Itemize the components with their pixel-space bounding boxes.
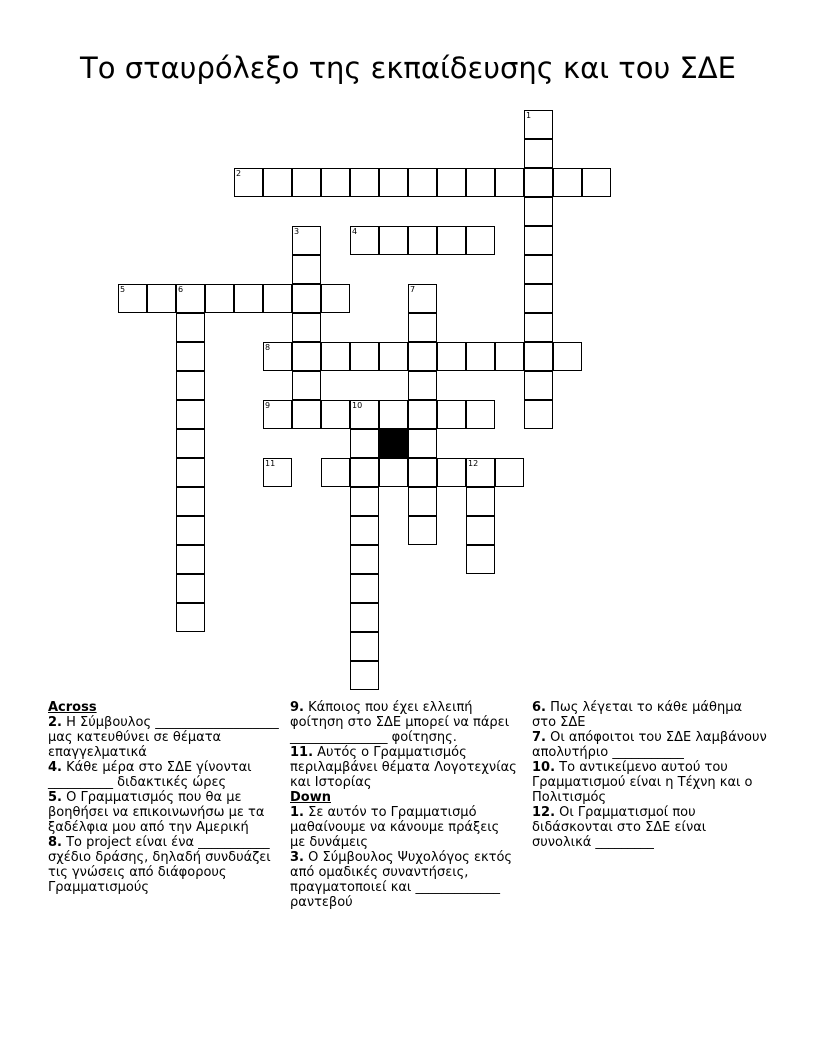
crossword-cell[interactable] — [176, 342, 205, 371]
crossword-cell[interactable] — [263, 168, 292, 197]
crossword-cell[interactable] — [408, 371, 437, 400]
crossword-cell[interactable] — [205, 284, 234, 313]
crossword-cell[interactable] — [147, 284, 176, 313]
clue-text: Το project είναι ένα ___________ σχέδιο δράσης, δηλαδή συνδυάζει τις γνώσεις από διάφορους Γραμματισμούς — [48, 835, 271, 895]
crossword-cell[interactable] — [350, 632, 379, 661]
crossword-cell[interactable] — [437, 342, 466, 371]
clue-across-11 — [290, 745, 518, 790]
crossword-cell[interactable] — [466, 226, 495, 255]
crossword-cell[interactable] — [524, 168, 553, 197]
cell-number: 10 — [352, 401, 363, 410]
crossword-cell[interactable] — [350, 603, 379, 632]
crossword-cell[interactable] — [408, 168, 437, 197]
crossword-cell[interactable] — [379, 226, 408, 255]
crossword-cell[interactable] — [524, 226, 553, 255]
crossword-cell[interactable] — [350, 429, 379, 458]
clue-text: Ο Σύμβουλος Ψυχολόγος εκτός από ομαδικές συναντήσεις, πραγματοποιεί και _____________ ραντεβού — [290, 850, 513, 910]
clues-column-2 — [290, 700, 518, 910]
cell-number: 12 — [468, 459, 479, 468]
crossword-cell[interactable] — [176, 516, 205, 545]
crossword-cell[interactable] — [176, 371, 205, 400]
crossword-cell[interactable] — [408, 516, 437, 545]
cell-number: 4 — [352, 227, 358, 236]
crossword-cell[interactable] — [408, 342, 437, 371]
crossword-cell[interactable] — [524, 400, 553, 429]
crossword-cell[interactable] — [176, 429, 205, 458]
crossword-cell[interactable] — [350, 400, 379, 429]
crossword-cell[interactable] — [350, 226, 379, 255]
crossword-cell[interactable] — [176, 545, 205, 574]
clue-text: Αυτός ο Γραμματισμός περιλαμβάνει θέματα Λογοτεχνίας και Ιστορίας — [290, 745, 517, 790]
clue-down-6 — [532, 700, 768, 730]
crossword-cell[interactable] — [437, 168, 466, 197]
crossword-cell[interactable] — [350, 487, 379, 516]
crossword-cell[interactable] — [437, 226, 466, 255]
clues-column-3 — [532, 700, 768, 850]
crossword-cell[interactable] — [176, 487, 205, 516]
crossword-cell[interactable] — [292, 255, 321, 284]
crossword-cell[interactable] — [176, 458, 205, 487]
crossword-cell[interactable] — [292, 400, 321, 429]
clue-text: Κάποιος που έχει ελλειπή φοίτηση στο ΣΔΕ μπορεί να πάρει _______________ φοίτησης. — [290, 700, 510, 745]
clue-number: 1. — [290, 805, 304, 820]
crossword-cell[interactable] — [524, 139, 553, 168]
cell-number: 9 — [265, 401, 271, 410]
clue-across-5 — [48, 790, 283, 835]
cell-number: 5 — [120, 285, 126, 294]
crossword-cell[interactable] — [263, 458, 292, 487]
cell-number: 1 — [526, 111, 532, 120]
crossword-cell[interactable] — [466, 545, 495, 574]
clue-number: 4. — [48, 760, 62, 775]
crossword-cell[interactable] — [524, 110, 553, 139]
crossword-cell[interactable] — [466, 487, 495, 516]
crossword-cell[interactable] — [176, 603, 205, 632]
crossword-cell[interactable] — [553, 168, 582, 197]
crossword-cell[interactable] — [263, 342, 292, 371]
clue-down-3 — [290, 850, 518, 910]
clue-text: Κάθε μέρα στο ΣΔΕ γίνονται __________ διδακτικές ώρες — [48, 760, 252, 790]
crossword-cell[interactable] — [408, 226, 437, 255]
clue-number: 9. — [290, 700, 304, 715]
crossword-cell[interactable] — [350, 574, 379, 603]
crossword-cell[interactable] — [321, 284, 350, 313]
cell-number: 7 — [410, 285, 416, 294]
clue-number: 5. — [48, 790, 62, 805]
crossword-cell[interactable] — [263, 400, 292, 429]
crossword-cell[interactable] — [466, 168, 495, 197]
crossword-cell[interactable] — [495, 342, 524, 371]
crossword-block — [379, 429, 408, 458]
crossword-cell[interactable] — [118, 284, 147, 313]
clue-down-12 — [532, 805, 768, 850]
down-heading: Down — [290, 790, 331, 805]
clue-number: 7. — [532, 730, 546, 745]
crossword-cell[interactable] — [408, 458, 437, 487]
clues-column-1 — [48, 700, 283, 895]
crossword-cell[interactable] — [408, 487, 437, 516]
crossword-cell[interactable] — [408, 400, 437, 429]
clue-number: 11. — [290, 745, 314, 760]
clue-down-7 — [532, 730, 768, 760]
crossword-cell[interactable] — [176, 400, 205, 429]
cell-number: 3 — [294, 227, 300, 236]
crossword-cell[interactable] — [234, 168, 263, 197]
crossword-cell[interactable] — [437, 458, 466, 487]
crossword-cell[interactable] — [321, 458, 350, 487]
clue-across-4 — [48, 760, 283, 790]
crossword-cell[interactable] — [379, 400, 408, 429]
crossword-cell[interactable] — [350, 516, 379, 545]
cell-number: 8 — [265, 343, 271, 352]
clue-number: 12. — [532, 805, 556, 820]
crossword-cell[interactable] — [292, 168, 321, 197]
crossword-cell[interactable] — [176, 313, 205, 342]
crossword-cell[interactable] — [524, 371, 553, 400]
across-heading: Across — [48, 700, 97, 715]
clue-text: Σε αυτόν το Γραμματισμό μαθαίνουμε να κάνουμε πράξεις με δυνάμεις — [290, 805, 500, 850]
crossword-cell[interactable] — [292, 313, 321, 342]
crossword-cell[interactable] — [350, 168, 379, 197]
crossword-cell[interactable] — [379, 458, 408, 487]
crossword-cell[interactable] — [466, 458, 495, 487]
crossword-cell[interactable] — [524, 197, 553, 226]
clue-across-8 — [48, 835, 283, 895]
crossword-cell[interactable] — [350, 545, 379, 574]
crossword-cell[interactable] — [495, 458, 524, 487]
clue-number: 2. — [48, 715, 62, 730]
crossword-cell[interactable] — [524, 255, 553, 284]
clue-down-10 — [532, 760, 768, 805]
crossword-cell[interactable] — [321, 400, 350, 429]
crossword-cell[interactable] — [350, 661, 379, 690]
crossword-cell[interactable] — [466, 400, 495, 429]
crossword-cell[interactable] — [292, 226, 321, 255]
clue-number: 8. — [48, 835, 62, 850]
cell-number: 11 — [265, 459, 276, 468]
crossword-cell[interactable] — [321, 342, 350, 371]
crossword-cell[interactable] — [524, 284, 553, 313]
crossword-cell[interactable] — [379, 342, 408, 371]
clue-text: Η Σύμβουλος ___________________ μας κατευθύνει σε θέματα επαγγελματικά — [48, 715, 279, 760]
crossword-cell[interactable] — [176, 284, 205, 313]
crossword-cell[interactable] — [466, 342, 495, 371]
clue-number: 3. — [290, 850, 304, 865]
crossword-cell[interactable] — [176, 574, 205, 603]
crossword-cell[interactable] — [292, 284, 321, 313]
crossword-cell[interactable] — [350, 342, 379, 371]
crossword-cell[interactable] — [582, 168, 611, 197]
clue-across-2 — [48, 715, 283, 760]
crossword-cell[interactable] — [379, 168, 408, 197]
cell-number: 2 — [236, 169, 242, 178]
crossword-cell[interactable] — [234, 284, 263, 313]
crossword-cell[interactable] — [553, 342, 582, 371]
clue-down-1 — [290, 805, 518, 850]
clue-text: Πως λέγεται το κάθε μάθημα στο ΣΔΕ — [532, 700, 743, 730]
clue-number: 10. — [532, 760, 556, 775]
clue-text: Ο Γραμματισμός που θα με βοηθήσει να επικοινωνήσω με τα ξαδέλφια μου από την Αμερική — [48, 790, 265, 835]
page-title: Το σταυρόλεξο της εκπαίδευσης και του ΣΔΕ — [80, 51, 736, 85]
crossword-cell[interactable] — [524, 342, 553, 371]
crossword-cell[interactable] — [408, 313, 437, 342]
cell-number: 6 — [178, 285, 184, 294]
clue-text: Οι απόφοιτοι του ΣΔΕ λαμβάνουν απολυτήριο ___________ — [532, 730, 767, 760]
crossword-cell[interactable] — [466, 516, 495, 545]
crossword-cell[interactable] — [292, 342, 321, 371]
crossword-cell[interactable] — [292, 371, 321, 400]
crossword-cell[interactable] — [321, 168, 350, 197]
clue-across-9 — [290, 700, 518, 745]
crossword-cell[interactable] — [437, 400, 466, 429]
crossword-cell[interactable] — [408, 284, 437, 313]
crossword-cell[interactable] — [408, 429, 437, 458]
crossword-cell[interactable] — [524, 313, 553, 342]
clue-text: Οι Γραμματισμοί που διδάσκονται στο ΣΔΕ είναι συνολικά _________ — [532, 805, 707, 850]
crossword-cell[interactable] — [350, 458, 379, 487]
crossword-cell[interactable] — [263, 284, 292, 313]
clue-text: Το αντικείμενο αυτού του Γραμματισμού είναι η Τέχνη και ο Πολιτισμός — [532, 760, 753, 805]
clue-number: 6. — [532, 700, 546, 715]
crossword-cell[interactable] — [495, 168, 524, 197]
